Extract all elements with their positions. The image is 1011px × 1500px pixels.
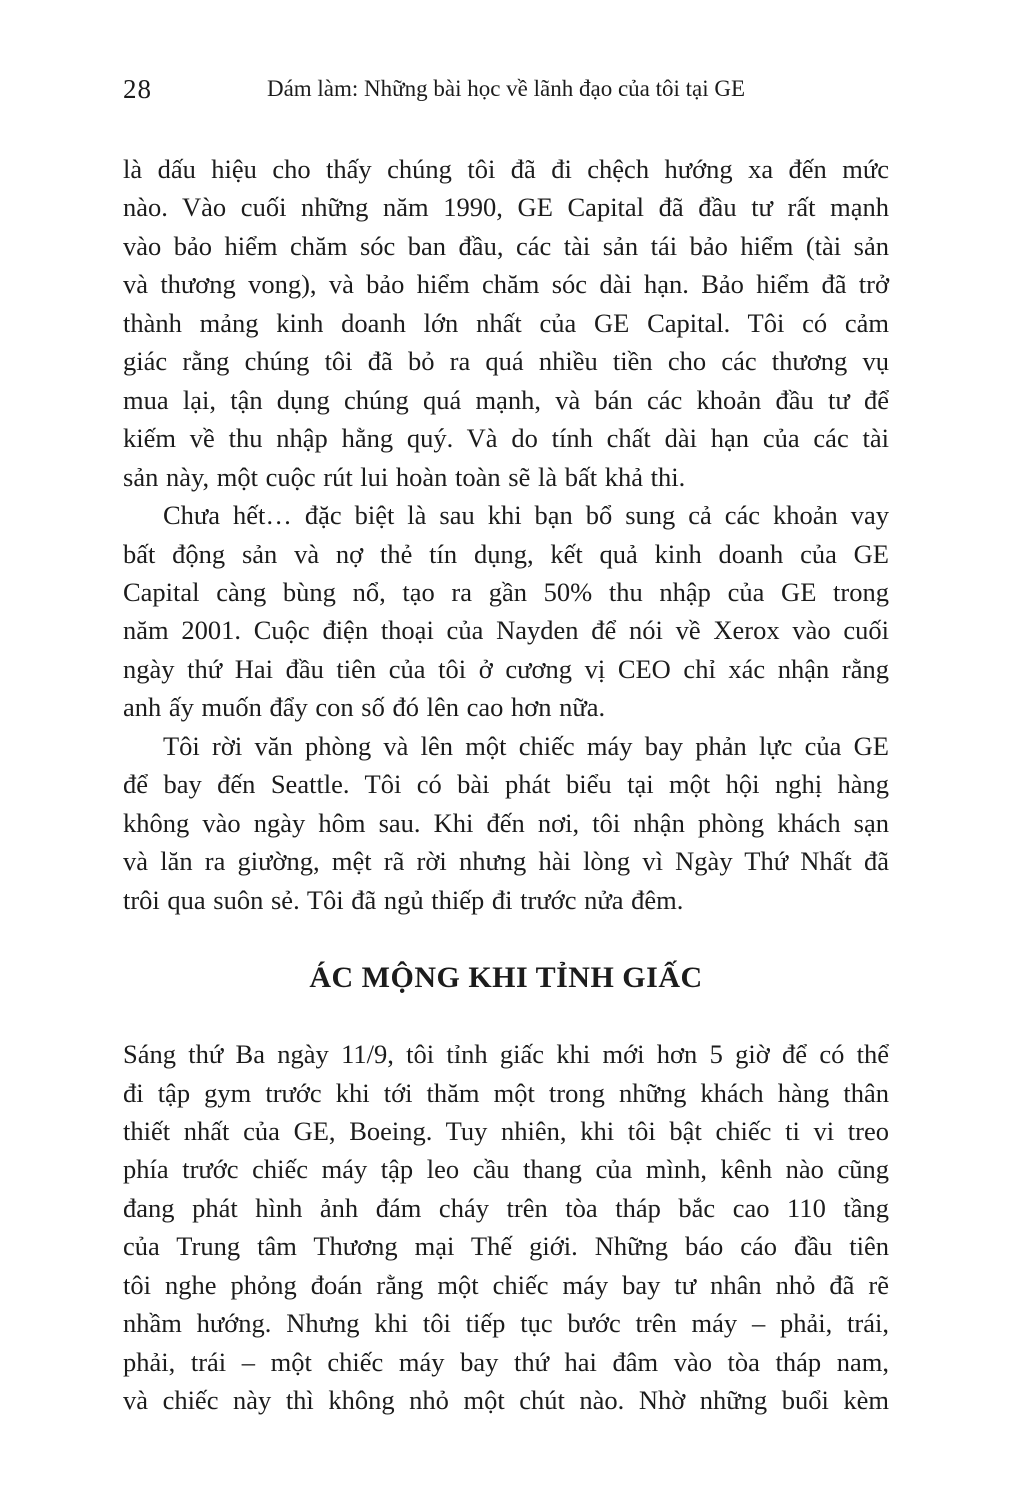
running-title: Dám làm: Những bài học về lãnh đạo của tôi tại GE bbox=[266, 76, 746, 101]
text-line: tôi nghe phỏng đoán rằng một chiếc máy bay tư nhân nhỏ đã rẽ bbox=[123, 1269, 889, 1300]
text-line: không vào ngày hôm sau. Khi đến nơi, tôi nhận phòng khách sạn bbox=[123, 807, 889, 838]
text-line: phải, trái – một chiếc máy bay thứ hai đâm vào tòa tháp nam, bbox=[123, 1346, 889, 1377]
text-line: ngày thứ Hai đầu tiên của tôi ở cương vị CEO chỉ xác nhận rằng bbox=[123, 653, 889, 684]
page-body bbox=[123, 150, 889, 1420]
text-line: vào bảo hiểm chăm sóc ban đầu, các tài sản tái bảo hiểm (tài sản bbox=[123, 230, 889, 261]
text-line: thành mảng kinh doanh lớn nhất của GE Capital. Tôi có cảm bbox=[123, 307, 889, 338]
text-line: giác rằng chúng tôi đã bỏ ra quá nhiều tiền cho các thương vụ bbox=[123, 346, 889, 377]
text-line: Chưa hết… đặc biệt là sau khi bạn bổ sung cả các khoản vay bbox=[163, 500, 889, 531]
text-line: Capital càng bùng nổ, tạo ra gần 50% thu nhập của GE trong bbox=[123, 576, 889, 607]
text-line: thiết nhất của GE, Boeing. Tuy nhiên, khi tôi bật chiếc ti vi treo bbox=[123, 1115, 889, 1146]
text-line: và thương vong), và bảo hiểm chăm sóc dài hạn. Bảo hiểm đã trở bbox=[123, 269, 889, 300]
text-line: nào. Vào cuối những năm 1990, GE Capital đã đầu tư rất mạnh bbox=[123, 192, 889, 223]
text-line: đang phát hình ảnh đám cháy trên tòa tháp bắc cao 110 tầng bbox=[123, 1192, 889, 1223]
text-line: bất động sản và nợ thẻ tín dụng, kết quả kinh doanh của GE bbox=[123, 538, 889, 569]
text-line: phía trước chiếc máy tập leo cầu thang của mình, kênh nào cũng bbox=[123, 1154, 889, 1185]
page-number: 28 bbox=[123, 74, 152, 104]
text-line: để bay đến Seattle. Tôi có bài phát biểu tại một hội nghị hàng bbox=[123, 769, 889, 800]
text-line: Tôi rời văn phòng và lên một chiếc máy bay phản lực của GE bbox=[163, 730, 889, 761]
text-line: trôi qua suôn sẻ. Tôi đã ngủ thiếp đi trước nửa đêm. bbox=[123, 884, 684, 915]
text-line: là dấu hiệu cho thấy chúng tôi đã đi chệch hướng xa đến mức bbox=[123, 154, 889, 184]
text-line: và lăn ra giường, mệt rã rời nhưng hài lòng vì Ngày Thứ Nhất đã bbox=[123, 846, 889, 877]
text-line: năm 2001. Cuộc điện thoại của Nayden để nói về Xerox vào cuối bbox=[123, 615, 889, 646]
section-heading: ÁC MỘNG KHI TỈNH GIẤC bbox=[309, 961, 703, 995]
text-line: anh ấy muốn đẩy con số đó lên cao hơn nữa. bbox=[123, 692, 606, 723]
running-header bbox=[123, 72, 889, 106]
text-line: của Trung tâm Thương mại Thế giới. Những báo cáo đầu tiên bbox=[123, 1231, 889, 1262]
text-line: Sáng thứ Ba ngày 11/9, tôi tỉnh giấc khi mới hơn 5 giờ để có thể bbox=[123, 1039, 889, 1070]
text-line: mua lại, tận dụng chúng quá mạnh, và bán các khoản đầu tư để bbox=[123, 384, 889, 415]
text-line: kiếm về thu nhập hằng quý. Và do tính chất dài hạn của các tài bbox=[123, 423, 889, 454]
text-line: và chiếc này thì không nhỏ một chút nào. Nhờ những buổi kèm bbox=[123, 1385, 889, 1416]
text-line: đi tập gym trước khi tới thăm một trong những khách hàng thân bbox=[123, 1077, 889, 1108]
text-line: nhầm hướng. Nhưng khi tôi tiếp tục bước trên máy – phải, trái, bbox=[123, 1308, 889, 1339]
text-line: sản này, một cuộc rút lui hoàn toàn sẽ là bất khả thi. bbox=[123, 461, 686, 492]
